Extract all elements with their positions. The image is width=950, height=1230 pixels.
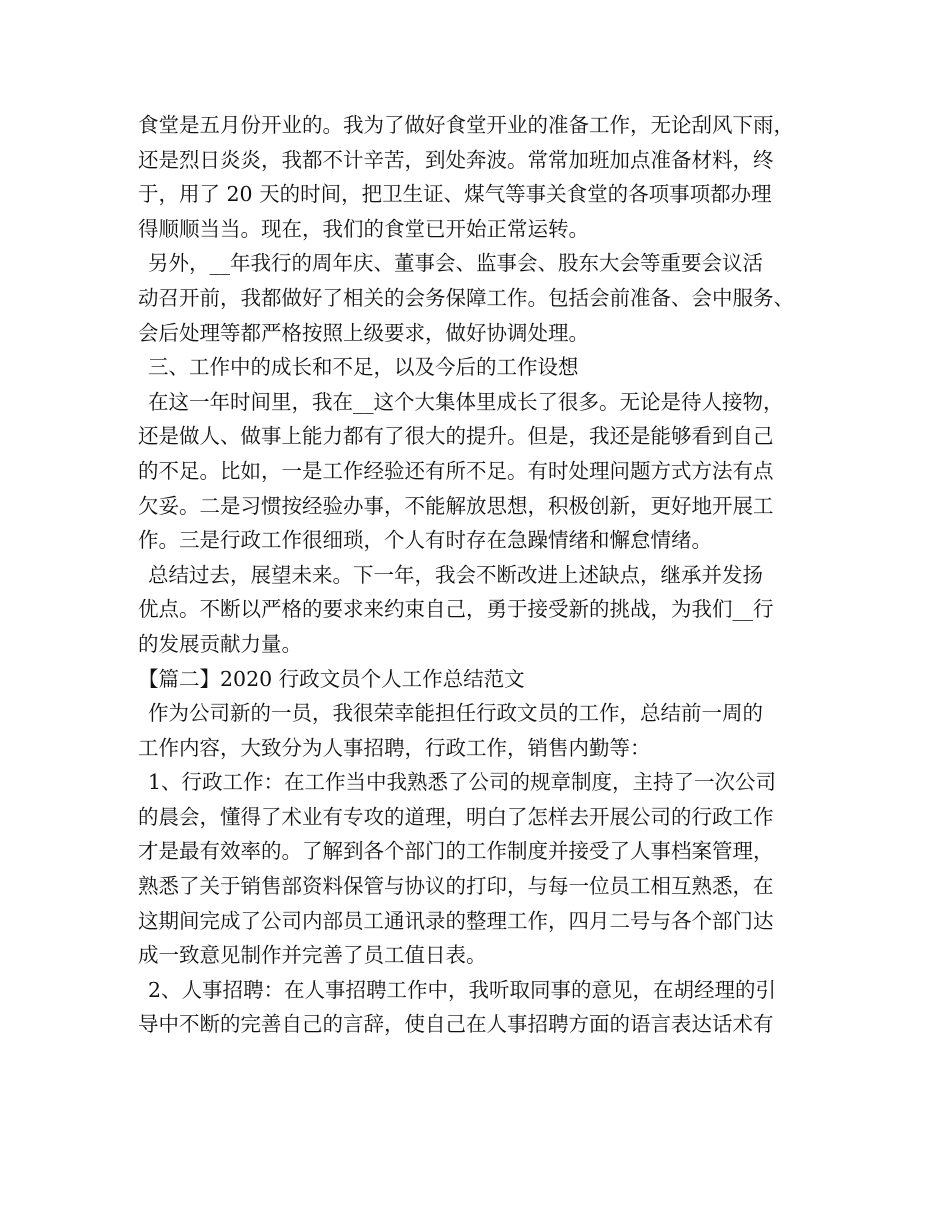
text-line: 得顺顺当当。现在，我们的食堂已开始正常运转。 <box>138 216 589 241</box>
text-line: 作为公司新的一员，我很荣幸能担任行政文员的工作，总结前一周的 <box>148 701 763 726</box>
text-line: 这期间完成了公司内部员工通讯录的整理工作，四月二号与各个部门达 <box>138 908 774 933</box>
text-line: 作。三是行政工作很细琐，个人有时存在急躁情绪和懈怠情绪。 <box>138 528 712 553</box>
document-page <box>138 108 828 1042</box>
text-line: 还是做人、做事上能力都有了很大的提升。但是，我还是能够看到自己 <box>138 424 774 449</box>
text-line: 工作内容，大致分为人事招聘，行政工作，销售内勤等： <box>138 735 651 760</box>
text-line: 于，用了 20 天的时间，把卫生证、煤气等事关食堂的各项事项都办理 <box>138 182 772 207</box>
text-line: 会后处理等都严格按照上级要求，做好协调处理。 <box>138 320 589 345</box>
text-line: 欠妥。二是习惯按经验办事，不能解放思想，积极创新，更好地开展工 <box>138 493 774 518</box>
text-line: 成一致意见制作并完善了员工值日表。 <box>138 943 487 968</box>
text-line: 2、人事招聘：在人事招聘工作中，我听取同事的意见，在胡经理的引 <box>148 977 777 1002</box>
text-line: 的发展贡献力量。 <box>138 631 302 656</box>
text-line: 才是最有效率的。了解到各个部门的工作制度并接受了人事档案管理， <box>138 839 774 864</box>
text-line: 在这一年时间里，我在__这个大集体里成长了很多。无论是待人接物， <box>148 389 784 414</box>
text-line: 导中不断的完善自己的言辞，使自己在人事招聘方面的语言表达话术有 <box>138 1012 774 1037</box>
text-line: 三、工作中的成长和不足，以及今后的工作设想 <box>148 355 579 380</box>
text-line: 动召开前，我都做好了相关的会务保障工作。包括会前准备、会中服务、 <box>138 285 794 310</box>
text-line: 1、行政工作：在工作当中我熟悉了公司的规章制度，主持了一次公司 <box>148 770 777 795</box>
text-line: 的晨会，懂得了术业有专攻的道理，明白了怎样去开展公司的行政工作 <box>138 804 774 829</box>
text-line: 熟悉了关于销售部资料保管与协议的打印，与每一位员工相互熟悉，在 <box>138 874 774 899</box>
text-line: 食堂是五月份开业的。我为了做好食堂开业的准备工作，无论刮风下雨， <box>138 113 794 137</box>
text-line: 优点。不断以严格的要求来约束自己，勇于接受新的挑战，为我们__行 <box>138 597 774 622</box>
text-line: 【篇二】2020 行政文员个人工作总结范文 <box>138 666 525 691</box>
text-line: 的不足。比如，一是工作经验还有所不足。有时处理问题方式方法有点 <box>138 458 774 483</box>
text-line: 还是烈日炎炎，我都不计辛苦，到处奔波。常常加班加点准备材料，终 <box>138 147 774 172</box>
text-line: 总结过去，展望未来。下一年，我会不断改进上述缺点，继承并发扬 <box>148 562 763 587</box>
text-line: 另外，__年我行的周年庆、董事会、监事会、股东大会等重要会议活 <box>148 251 763 276</box>
